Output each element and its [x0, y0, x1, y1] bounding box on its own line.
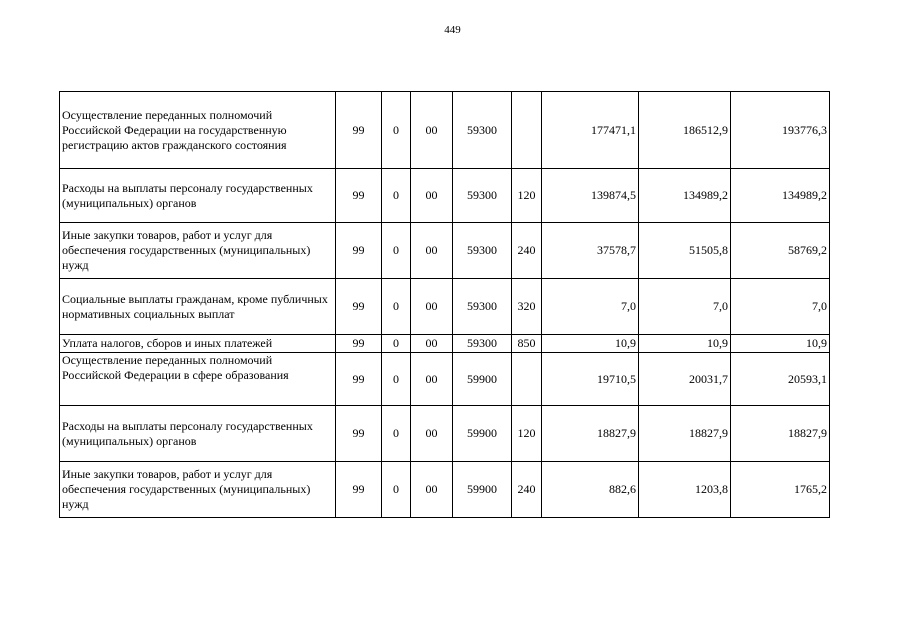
main-event-code: 00 — [411, 353, 453, 406]
expense-type-code: 120 — [512, 169, 542, 223]
amount-year-2: 7,0 — [639, 279, 731, 335]
table-row — [60, 92, 830, 169]
subprogram-code: 0 — [382, 462, 411, 518]
amount-year-3: 58769,2 — [731, 223, 830, 279]
amount-year-1: 10,9 — [542, 335, 639, 353]
row-description: Осуществление переданных полномочий Российской Федерации в сфере образования — [60, 353, 336, 406]
row-description: Уплата налогов, сборов и иных платежей — [60, 335, 336, 353]
program-code: 99 — [336, 169, 382, 223]
amount-year-2: 186512,9 — [639, 92, 731, 169]
amount-year-1: 139874,5 — [542, 169, 639, 223]
main-event-code: 00 — [411, 462, 453, 518]
table-row — [60, 279, 830, 335]
table-row — [60, 353, 830, 406]
main-event-code: 00 — [411, 279, 453, 335]
expense-type-code: 120 — [512, 406, 542, 462]
subprogram-code: 0 — [382, 406, 411, 462]
direction-code: 59300 — [453, 335, 512, 353]
row-description: Иные закупки товаров, работ и услуг для обеспечения государственных (муниципальных) нужд — [60, 462, 336, 518]
program-code: 99 — [336, 406, 382, 462]
subprogram-code: 0 — [382, 335, 411, 353]
budget-table — [59, 91, 830, 518]
table-row — [60, 462, 830, 518]
program-code: 99 — [336, 223, 382, 279]
amount-year-1: 7,0 — [542, 279, 639, 335]
amount-year-3: 7,0 — [731, 279, 830, 335]
program-code: 99 — [336, 279, 382, 335]
main-event-code: 00 — [411, 406, 453, 462]
direction-code: 59300 — [453, 92, 512, 169]
amount-year-3: 10,9 — [731, 335, 830, 353]
main-event-code: 00 — [411, 92, 453, 169]
amount-year-2: 20031,7 — [639, 353, 731, 406]
expense-type-code — [512, 92, 542, 169]
direction-code: 59300 — [453, 223, 512, 279]
direction-code: 59300 — [453, 279, 512, 335]
program-code: 99 — [336, 92, 382, 169]
main-event-code: 00 — [411, 169, 453, 223]
row-description: Иные закупки товаров, работ и услуг для обеспечения государственных (муниципальных) нужд — [60, 223, 336, 279]
amount-year-1: 37578,7 — [542, 223, 639, 279]
subprogram-code: 0 — [382, 279, 411, 335]
direction-code: 59900 — [453, 406, 512, 462]
row-description: Социальные выплаты гражданам, кроме публичных нормативных социальных выплат — [60, 279, 336, 335]
main-event-code: 00 — [411, 223, 453, 279]
amount-year-1: 177471,1 — [542, 92, 639, 169]
amount-year-1: 19710,5 — [542, 353, 639, 406]
subprogram-code: 0 — [382, 223, 411, 279]
table-row — [60, 406, 830, 462]
amount-year-3: 193776,3 — [731, 92, 830, 169]
amount-year-3: 18827,9 — [731, 406, 830, 462]
subprogram-code: 0 — [382, 92, 411, 169]
main-event-code: 00 — [411, 335, 453, 353]
amount-year-2: 1203,8 — [639, 462, 731, 518]
table-row — [60, 335, 830, 353]
page-number: 449 — [444, 24, 461, 36]
amount-year-2: 51505,8 — [639, 223, 731, 279]
table-row — [60, 223, 830, 279]
table-row — [60, 169, 830, 223]
expense-type-code: 240 — [512, 223, 542, 279]
row-description: Расходы на выплаты персоналу государственных (муниципальных) органов — [60, 169, 336, 223]
expense-type-code: 240 — [512, 462, 542, 518]
subprogram-code: 0 — [382, 353, 411, 406]
program-code: 99 — [336, 462, 382, 518]
subprogram-code: 0 — [382, 169, 411, 223]
amount-year-1: 882,6 — [542, 462, 639, 518]
amount-year-2: 18827,9 — [639, 406, 731, 462]
program-code: 99 — [336, 335, 382, 353]
row-description: Расходы на выплаты персоналу государственных (муниципальных) органов — [60, 406, 336, 462]
amount-year-2: 134989,2 — [639, 169, 731, 223]
amount-year-3: 134989,2 — [731, 169, 830, 223]
expense-type-code: 320 — [512, 279, 542, 335]
expense-type-code — [512, 353, 542, 406]
amount-year-1: 18827,9 — [542, 406, 639, 462]
amount-year-3: 1765,2 — [731, 462, 830, 518]
expense-type-code: 850 — [512, 335, 542, 353]
amount-year-3: 20593,1 — [731, 353, 830, 406]
direction-code: 59300 — [453, 169, 512, 223]
row-description: Осуществление переданных полномочий Российской Федерации на государственную регистрацию актов гражданского состояния — [60, 92, 336, 169]
direction-code: 59900 — [453, 353, 512, 406]
direction-code: 59900 — [453, 462, 512, 518]
amount-year-2: 10,9 — [639, 335, 731, 353]
program-code: 99 — [336, 353, 382, 406]
